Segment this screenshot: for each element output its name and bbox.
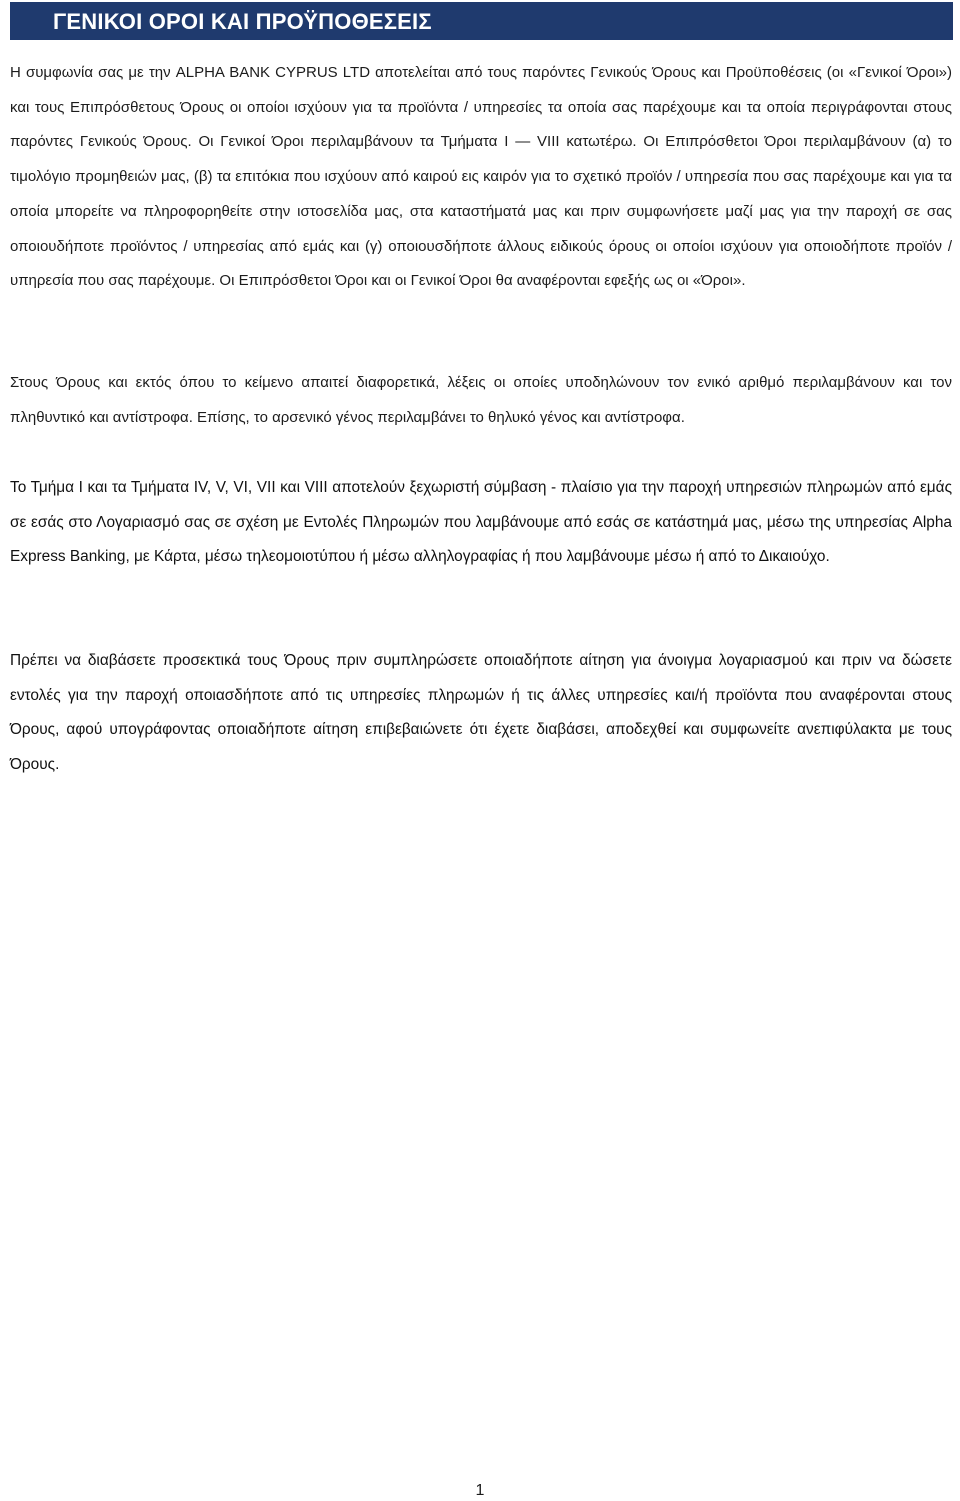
- paragraph-framework-contract: Το Τμήμα Ι και τα Τμήματα IV, V, VI, VII και VIII αποτελούν ξεχωριστή σύμβαση - πλαίσιο για την παροχή υπηρεσιών πληρωμών από εμάς σε εσάς στο Λογαριασμό σας σε σχέση με Εντολές Πληρωμών που λαμβάνουμε από εσάς σε κατάστημά μας, μέσω της υπηρεσίας Alpha Express Banking, με Κάρτα, μέσω τηλεομοιοτύπου ή μέσω αλληλογραφίας ή που λαμβάνουμε μέσω ή από το Δικαιούχο.: [10, 479, 952, 566]
- page-number: 1: [475, 1482, 485, 1499]
- section-header-bar: [10, 2, 953, 40]
- paragraph-read-carefully: Πρέπει να διαβάσετε προσεκτικά τους Όρους πριν συμπληρώσετε οποιαδήποτε αίτηση για άνοιγμα λογαριασμού και πριν να δώσετε εντολές για την παροχή οποιασδήποτε από τις υπηρεσίες πληρωμών ή τις άλλες υπηρεσίες και/ή προϊόντα που αναφέρονται στους Όρους, αφού υπογράφοντας οποιαδήποτε αίτηση επιβεβαιώνετε ότι έχετε διαβάσει, αποδεχθεί και συμφωνείτε ανεπιφύλακτα με τους Όρους.: [10, 652, 952, 774]
- paragraph-interpretation: Στους Όρους και εκτός όπου το κείμενο απαιτεί διαφορετικά, λέξεις οι οποίες υποδηλώνουν τον ενικό αριθμό περιλαμβάνουν και τον πληθυντικό και αντίστροφα. Επίσης, το αρσενικό γένος περιλαμβάνει το θηλυκό γένος και αντίστροφα.: [10, 374, 952, 426]
- document-title: ΓΕΝΙΚΟΙ ΟΡΟΙ ΚΑΙ ΠΡΟΫΠΟΘΕΣΕΙΣ: [53, 9, 432, 34]
- paragraph-agreement-intro: Η συμφωνία σας με την ALPHA BANK CYPRUS LTD αποτελείται από τους παρόντες Γενικούς Όρους και Προϋποθέσεις (οι «Γενικοί Όροι») και τους Επιπρόσθετους Όρους οι οποίοι ισχύουν για τα προϊόντα / υπηρεσίες τα οποία σας παρέχουμε και τα οποία περιγράφονται στους παρόντες Γενικούς Όρους. Οι Γενικοί Όροι περιλαμβάνουν τα Τμήματα Ι — VIII κατωτέρω. Οι Επιπρόσθετοι Όροι περιλαμβάνουν (α) το τιμολόγιο προμηθειών μας, (β) τα επιτόκια που ισχύουν από καιρού εις καιρόν για το σχετικό προϊόν / υπηρεσία που σας παρέχουμε και για τα οποία μπορείτε να πληροφορηθείτε στην ιστοσελίδα μας, στα καταστήματά μας και πριν συμφωνήσετε μαζί μας για την παροχή σε σας οποιουδήποτε προϊόντος / υπηρεσίας από εμάς και (γ) οποιουσδήποτε άλλους ειδικούς όρους οι οποίοι ισχύουν για οποιοδήποτε προϊόν / υπηρεσία που σας παρέχουμε. Οι Επιπρόσθετοι Όροι και οι Γενικοί Όροι θα αναφέρονται εφεξής ως οι «Όροι».: [10, 64, 952, 290]
